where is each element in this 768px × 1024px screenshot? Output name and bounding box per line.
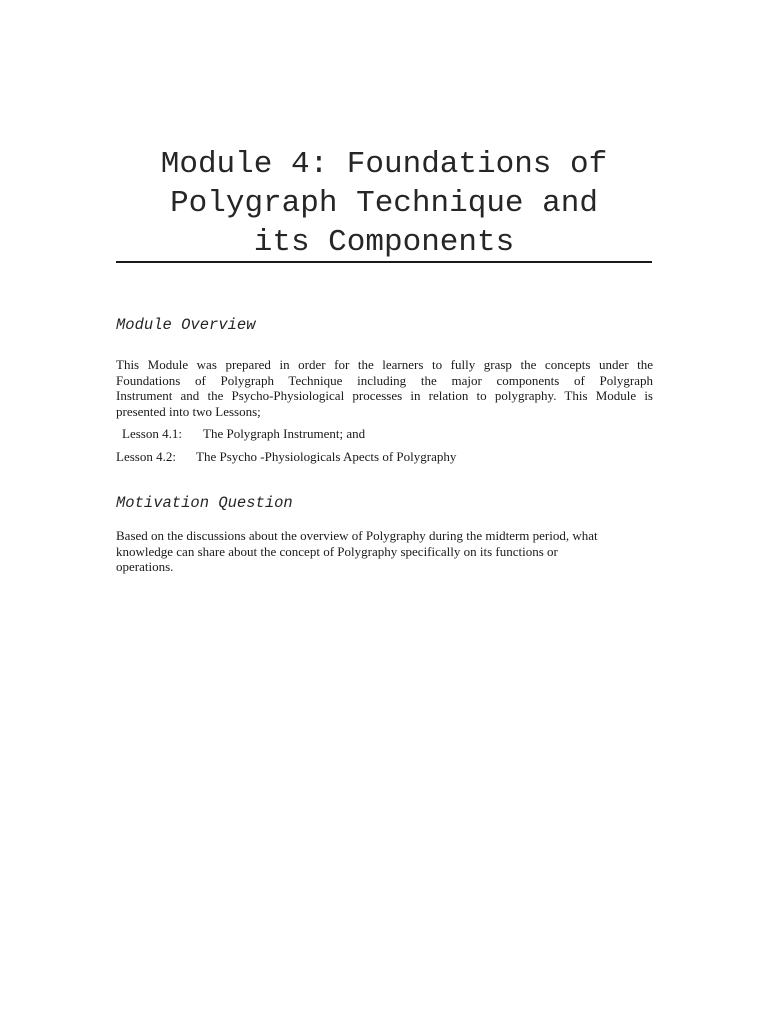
- module-overview-paragraph: [116, 357, 653, 419]
- module-title-line: Polygraph Technique and: [170, 186, 598, 221]
- lesson-code: Lesson 4.1:: [122, 426, 182, 441]
- paragraph-line: operations.: [116, 559, 174, 574]
- lesson-item: [116, 449, 456, 465]
- lesson-title: The Polygraph Instrument; and: [203, 426, 366, 441]
- module-title-line: its Components: [253, 225, 515, 260]
- paragraph-line: Instrument and the Psycho-Physiological processes in relation to polygraphy. This Module is: [116, 388, 653, 403]
- paragraph-line: This Module was prepared in order for the learners to fully grasp the concepts under the: [116, 357, 653, 372]
- motivation-question-heading: Motivation Question: [116, 494, 293, 512]
- lesson-code: Lesson 4.2:: [116, 449, 176, 464]
- module-title-line: Module 4: Foundations of: [160, 147, 608, 182]
- title-underline-divider: [116, 261, 652, 263]
- module-title: [116, 145, 652, 262]
- lesson-title: The Psycho -Physiologicals Apects of Polygraphy: [196, 449, 457, 464]
- paragraph-line: Based on the discussions about the overview of Polygraphy during the midterm period, what: [116, 528, 598, 543]
- paragraph-line: presented into two Lessons;: [116, 403, 261, 419]
- motivation-question-paragraph: [116, 528, 653, 575]
- paragraph-line: knowledge can share about the concept of Polygraphy specifically on its functions or: [116, 543, 558, 559]
- lesson-item: [122, 426, 365, 442]
- module-overview-heading: Module Overview: [116, 316, 256, 334]
- paragraph-line: Foundations of Polygraph Technique including the major components of Polygraph: [116, 372, 653, 388]
